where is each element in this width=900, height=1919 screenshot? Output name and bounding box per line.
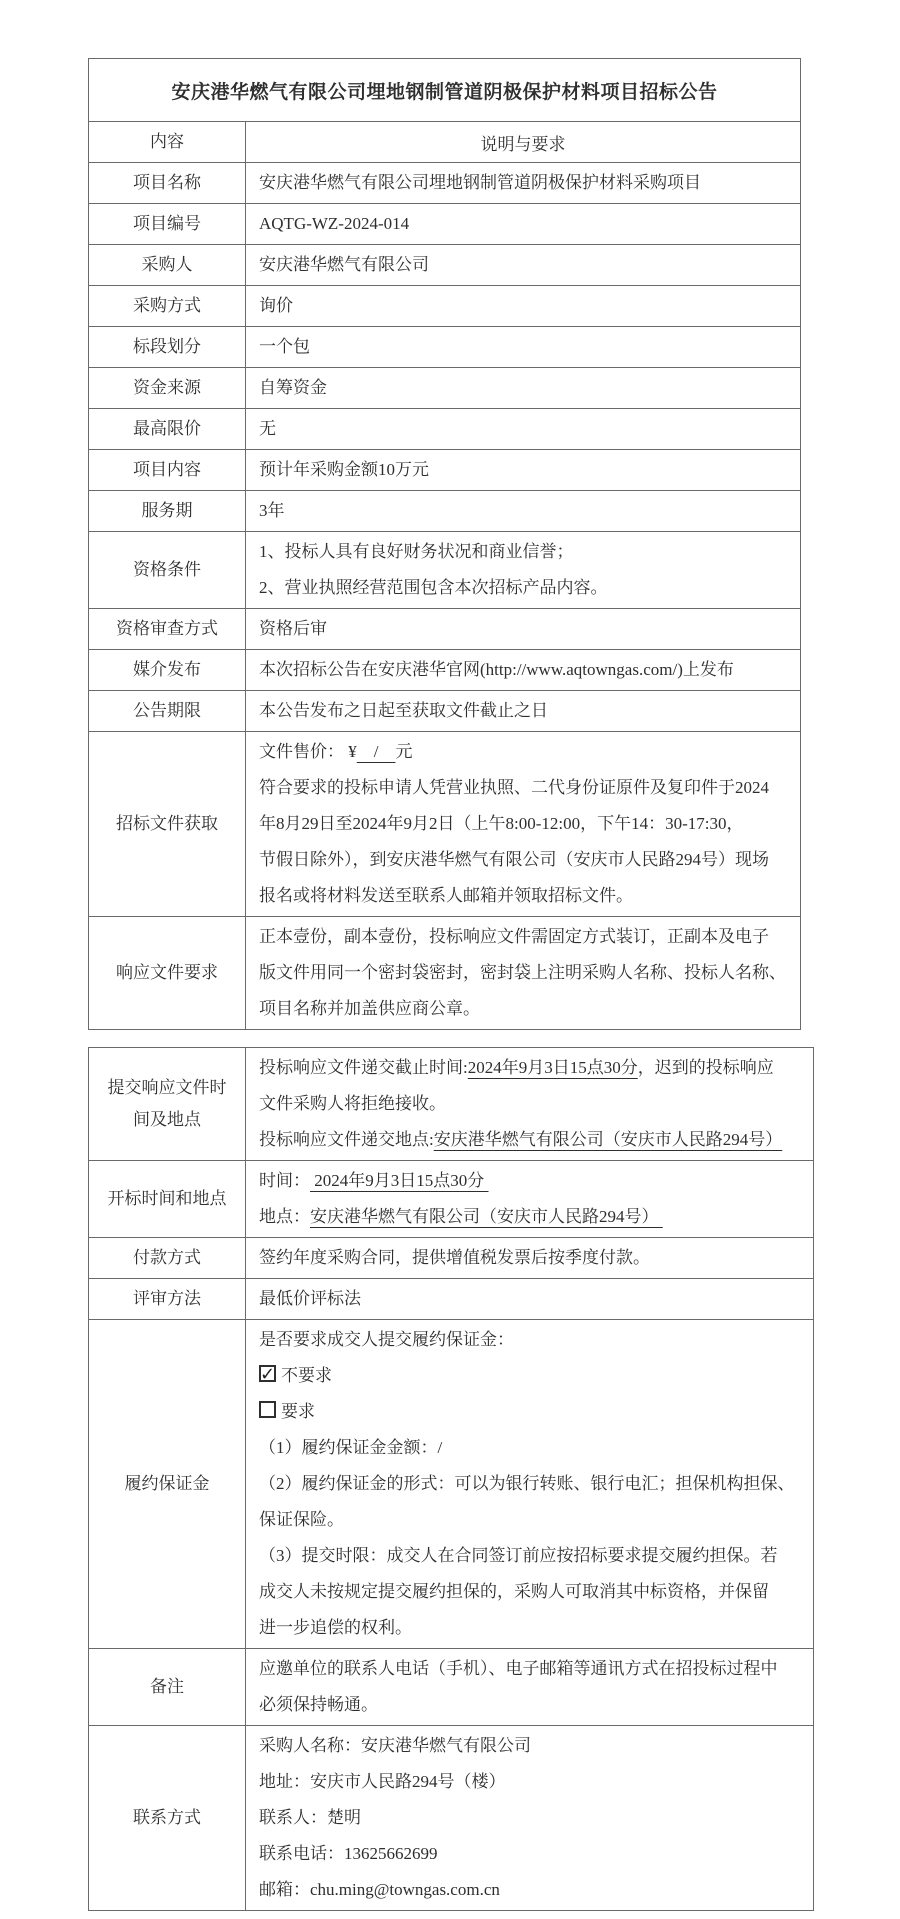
text-line <box>259 1322 800 1358</box>
text-segment: 无 <box>259 419 276 438</box>
row-value <box>246 532 800 608</box>
row-value <box>246 491 800 531</box>
text-segment: 应邀单位的联系人电话（手机）、电子邮箱等通讯方式在招投标过程中 <box>259 1659 778 1678</box>
row-label: 备注 <box>89 1649 246 1725</box>
table-row <box>89 490 800 531</box>
text-line <box>259 1687 800 1723</box>
underlined-text: 2024年9月3日15点30分 <box>310 1171 489 1190</box>
row-label: 采购方式 <box>89 286 246 326</box>
row-label: 最高限价 <box>89 409 246 449</box>
underlined-text: 安庆港华燃气有限公司（安庆市人民路294号） <box>433 1130 783 1149</box>
table-row <box>89 285 800 326</box>
text-line <box>259 842 787 878</box>
table-row <box>89 367 800 408</box>
text-segment: 进一步追偿的权利。 <box>259 1618 412 1637</box>
text-segment: 是否要求成交人提交履约保证金： <box>259 1330 514 1349</box>
row-value <box>246 368 800 408</box>
text-segment: 一个包 <box>259 337 310 356</box>
row-value <box>246 204 800 244</box>
column-header-content: 内容 <box>89 122 246 162</box>
row-label: 服务期 <box>89 491 246 531</box>
row-label: 媒介发布 <box>89 650 246 690</box>
text-segment: 邮箱：chu.ming@towngas.com.cn <box>259 1880 500 1899</box>
text-segment: 版文件用同一个密封袋密封，密封袋上注明采购人名称、投标人名称、 <box>259 963 786 982</box>
table-row <box>89 1319 813 1648</box>
text-line <box>259 770 787 806</box>
text-segment: 符合要求的投标申请人凭营业执照、二代身份证原件及复印件于2024 <box>259 778 769 797</box>
text-line <box>259 919 787 955</box>
text-line <box>259 1199 800 1235</box>
text-line <box>259 991 787 1027</box>
row-label: 响应文件要求 <box>89 917 246 1029</box>
underlined-text: / <box>356 742 396 761</box>
text-segment: 节假日除外），到安庆港华燃气有限公司（安庆市人民路294号）现场 <box>259 850 769 869</box>
text-line <box>259 1466 800 1502</box>
text-line <box>259 1358 800 1394</box>
text-segment: ，迟到的投标响应 <box>637 1058 774 1077</box>
text-line <box>259 1502 800 1538</box>
text-segment: 报名或将材料发送至联系人邮箱并领取招标文件。 <box>259 886 633 905</box>
text-line <box>259 452 787 488</box>
text-segment: 联系人：楚明 <box>259 1808 361 1827</box>
text-segment: （2）履约保证金的形式：可以为银行转账、银行电汇；担保机构担保、 <box>259 1474 795 1493</box>
row-value <box>246 1320 813 1648</box>
text-segment: 时间： <box>259 1171 310 1190</box>
text-line <box>259 955 787 991</box>
row-label: 招标文件获取 <box>89 732 246 916</box>
row-label: 项目编号 <box>89 204 246 244</box>
text-line <box>259 1394 800 1430</box>
text-line <box>259 878 787 914</box>
table-row <box>89 1237 813 1278</box>
underlined-text: 安庆港华燃气有限公司（安庆市人民路294号） <box>310 1207 663 1226</box>
row-label: 公告期限 <box>89 691 246 731</box>
text-line <box>259 288 787 324</box>
submission-info-table <box>88 1047 814 1911</box>
text-segment: 资格后审 <box>259 619 327 638</box>
table-row <box>89 1648 813 1725</box>
text-line <box>259 570 787 606</box>
text-line <box>259 329 787 365</box>
text-segment: 1、投标人具有良好财务状况和商业信誉； <box>259 542 574 561</box>
row-value <box>246 1048 813 1160</box>
row-value <box>246 917 800 1029</box>
text-segment: 年8月29日至2024年9月2日（上午8:00-12:00，下午14：30-17:30， <box>259 814 744 833</box>
row-value <box>246 609 800 649</box>
table-row <box>89 1048 813 1160</box>
row-value <box>246 245 800 285</box>
row-value <box>246 286 800 326</box>
text-line <box>259 1050 800 1086</box>
text-line <box>259 370 787 406</box>
text-line <box>259 493 787 529</box>
text-segment: 不要求 <box>281 1366 332 1385</box>
text-line <box>259 1800 800 1836</box>
text-line <box>259 1086 800 1122</box>
row-label: 资格条件 <box>89 532 246 608</box>
text-segment: 项目名称并加盖供应商公章。 <box>259 999 480 1018</box>
text-line <box>259 1122 800 1158</box>
text-line <box>259 1281 800 1317</box>
text-line <box>259 165 787 201</box>
row-label: 资金来源 <box>89 368 246 408</box>
text-segment: 文件采购人将拒绝接收。 <box>259 1094 446 1113</box>
text-segment: 投标响应文件递交地点: <box>259 1130 434 1149</box>
document-title-row <box>89 59 800 121</box>
table-row <box>89 326 800 367</box>
row-label: 项目内容 <box>89 450 246 490</box>
text-line <box>259 534 787 570</box>
row-value <box>246 163 800 203</box>
text-segment: AQTG-WZ-2024-014 <box>259 214 410 233</box>
checkbox-checked-icon[interactable] <box>259 1365 276 1382</box>
text-line <box>259 693 787 729</box>
row-label: 采购人 <box>89 245 246 285</box>
text-line <box>259 411 787 447</box>
text-segment: 正本壹份，副本壹份，投标响应文件需固定方式装订，正副本及电子 <box>259 927 769 946</box>
text-line <box>259 1574 800 1610</box>
row-value <box>246 409 800 449</box>
row-value <box>246 327 800 367</box>
text-line <box>259 1836 800 1872</box>
table-row <box>89 203 800 244</box>
text-segment: 3年 <box>259 501 285 520</box>
text-line <box>259 1728 800 1764</box>
tender-notice-table <box>88 58 801 1030</box>
row-value <box>246 650 800 690</box>
text-line <box>259 1430 800 1466</box>
table-row <box>89 916 800 1029</box>
text-segment: 文件售价： ¥ <box>259 742 357 761</box>
text-segment: 地点： <box>259 1207 310 1226</box>
text-line <box>259 652 787 688</box>
text-line <box>259 806 787 842</box>
table-header-row <box>89 121 800 162</box>
table-row <box>89 1725 813 1910</box>
row-value <box>246 1161 813 1237</box>
page-title: 安庆港华燃气有限公司埋地钢制管道阴极保护材料项目招标公告 <box>171 81 718 103</box>
text-line <box>259 247 787 283</box>
row-value <box>246 732 800 916</box>
text-line <box>259 1872 800 1908</box>
text-segment: （3）提交时限：成交人在合同签订前应按招标要求提交履约担保。若 <box>259 1546 778 1565</box>
text-segment: 成交人未按规定提交履约担保的，采购人可取消其中标资格，并保留 <box>259 1582 769 1601</box>
text-segment: 本次招标公告在安庆港华官网(http://www.aqtowngas.com/)上发布 <box>259 660 734 679</box>
text-segment: 签约年度采购合同，提供增值税发票后按季度付款。 <box>259 1248 650 1267</box>
row-value <box>246 1238 813 1278</box>
text-line <box>259 206 787 242</box>
text-line <box>259 1538 800 1574</box>
text-segment: 元 <box>395 742 413 761</box>
row-value <box>246 1649 813 1725</box>
text-segment: 自筹资金 <box>259 378 327 397</box>
text-segment: 联系电话：13625662699 <box>259 1844 438 1863</box>
table-row <box>89 531 800 608</box>
text-segment: 安庆港华燃气有限公司埋地钢制管道阴极保护材料采购项目 <box>259 173 701 192</box>
row-label: 标段划分 <box>89 327 246 367</box>
table-row <box>89 449 800 490</box>
table-row <box>89 608 800 649</box>
table-row <box>89 1278 813 1319</box>
text-line <box>259 734 787 770</box>
row-label: 联系方式 <box>89 1726 246 1910</box>
table-row <box>89 649 800 690</box>
text-line <box>259 1240 800 1276</box>
text-segment: 预计年采购金额10万元 <box>259 460 429 479</box>
text-segment: 保证保险。 <box>259 1510 344 1529</box>
text-segment: 投标响应文件递交截止时间: <box>259 1058 468 1077</box>
row-label: 资格审查方式 <box>89 609 246 649</box>
text-segment: 安庆港华燃气有限公司 <box>259 255 429 274</box>
text-segment: 地址：安庆市人民路294号（楼） <box>259 1772 506 1791</box>
table-row <box>89 690 800 731</box>
row-value <box>246 691 800 731</box>
text-segment: 采购人名称：安庆港华燃气有限公司 <box>259 1736 531 1755</box>
row-label: 开标时间和地点 <box>89 1161 246 1237</box>
text-segment: 2、营业执照经营范围包含本次招标产品内容。 <box>259 578 608 597</box>
row-label: 付款方式 <box>89 1238 246 1278</box>
row-label: 项目名称 <box>89 163 246 203</box>
row-value <box>246 1726 813 1910</box>
table-row <box>89 162 800 203</box>
text-line <box>259 1610 800 1646</box>
text-line <box>259 1764 800 1800</box>
text-segment: （1）履约保证金金额：/ <box>259 1438 443 1457</box>
text-segment: 必须保持畅通。 <box>259 1695 378 1714</box>
table-row <box>89 731 800 916</box>
text-segment: 最低价评标法 <box>259 1289 361 1308</box>
text-segment: 本公告发布之日起至获取文件截止之日 <box>259 701 548 720</box>
text-segment: 询价 <box>259 296 293 315</box>
row-label: 提交响应文件时间及地点 <box>89 1048 246 1160</box>
row-value <box>246 1279 813 1319</box>
table-row <box>89 408 800 449</box>
row-label: 评审方法 <box>89 1279 246 1319</box>
table-row <box>89 244 800 285</box>
row-label: 履约保证金 <box>89 1320 246 1648</box>
text-line <box>259 1163 800 1199</box>
column-header-requirements: 说明与要求 <box>480 134 566 154</box>
checkbox-unchecked-icon[interactable] <box>259 1401 276 1418</box>
row-value <box>246 450 800 490</box>
underlined-text: 2024年9月3日15点30分 <box>467 1058 638 1077</box>
text-line <box>259 1651 800 1687</box>
table-row <box>89 1160 813 1237</box>
text-segment: 要求 <box>281 1402 315 1421</box>
text-line <box>259 611 787 647</box>
